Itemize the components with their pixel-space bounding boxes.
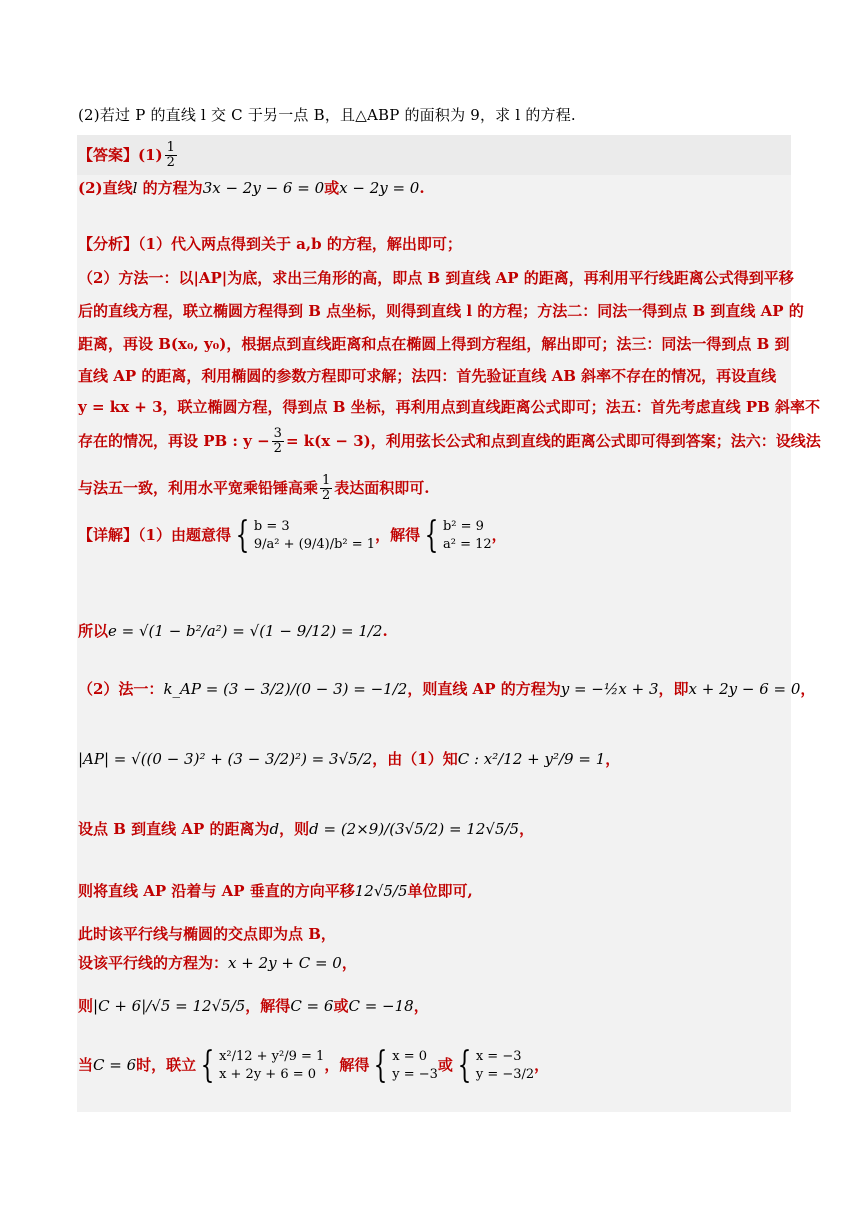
detail-last-or: 或: [437, 1056, 453, 1074]
detail-d-eq: d = (2×9)/(3√5/2) = 12√5/5: [309, 820, 520, 838]
frac-num: 3: [273, 426, 282, 441]
system-3-line-1: x²/12 + y²/9 = 1: [219, 1049, 325, 1065]
analysis-line-1: [78, 233, 462, 254]
question-part2: (2)若过 P 的直线 l 交 C 于另一点 B，且△ABP 的面积为 9，求 l 的方程.: [78, 106, 576, 124]
detail-text-1b: ，解得: [375, 526, 421, 544]
detail-last-c: C = 6: [93, 1056, 137, 1074]
detail-then-prefix: 则: [78, 997, 94, 1015]
analysis-text-7a: 存在的情况，再设 PB : y −: [78, 431, 270, 450]
frac-num: 1: [322, 473, 331, 488]
detail-last-end: ，: [534, 1056, 550, 1074]
analysis-line-4: 距离，再设 B(x₀, y₀)，根据点到直线距离和点在椭圆上得到方程组，解出即可；法三：同法一得到点 B 到: [78, 335, 790, 353]
brace-icon: {: [457, 1045, 472, 1086]
detail-ap-text: ，由（1）知: [372, 750, 458, 768]
analysis-line-8: [78, 474, 430, 504]
frac-den: 2: [166, 155, 175, 171]
analysis-fraction-3-2: [272, 427, 284, 457]
answer-or: 或: [324, 179, 340, 197]
analysis-label: 【分析】: [78, 235, 139, 253]
solution-2-y: y = −3/2: [475, 1067, 535, 1082]
detail-e-line: [78, 620, 388, 641]
solution-2: [476, 1048, 534, 1083]
answer-part2-mid: 的方程为: [137, 179, 203, 197]
answer-l: l: [132, 179, 138, 197]
brace-icon: {: [424, 515, 439, 556]
system-2-line-1: b² = 9: [442, 519, 484, 535]
detail-text-1c: ，: [491, 526, 507, 544]
detail-ellipse-eq: C : x²/12 + y²/9 = 1: [457, 750, 606, 768]
analysis-line-6: y = kx + 3，联立椭圆方程，得到点 B 坐标，再利用点到直线距离公式即可；法五：首先考虑直线 PB 斜率不: [78, 398, 821, 416]
detail-method1-line: [78, 678, 815, 699]
answer-line-1: [78, 141, 179, 171]
answer-part1-fraction: [165, 141, 177, 171]
answer-row-highlight: [77, 135, 791, 175]
detail-then-text: ，解得: [245, 997, 291, 1015]
detail-e-prefix: 所以: [78, 622, 109, 640]
detail-last-text: 时，联立: [136, 1056, 197, 1074]
detail-shift-text-2: 单位即可,: [407, 882, 473, 900]
detail-e-end: .: [382, 622, 388, 640]
analysis-text-7b: = k(x − 3)，利用弦长公式和点到直线的距离公式即可得到答案；法六：设线法: [285, 431, 821, 450]
detail-then-eq: |C + 6|/√5 = 12√5/5: [93, 997, 246, 1015]
detail-d-text: 设点 B 到直线 AP 的距离为: [78, 820, 270, 838]
detail-par-eq: x + 2y + C = 0: [228, 954, 342, 972]
brace-icon: {: [373, 1045, 388, 1086]
frac-num: 1: [166, 140, 175, 155]
analysis-fraction-1-2: [320, 474, 332, 504]
frac-den: 2: [273, 441, 282, 457]
detail-intersection-line: 此时该平行线与椭圆的交点即为点 B，: [78, 925, 336, 943]
detail-m1-eq: y = −½x + 3: [560, 680, 659, 698]
solution-1-x: x = 0: [392, 1049, 428, 1065]
detail-shift-line: [78, 880, 473, 901]
detail-shift-value: 12√5/5: [354, 882, 408, 900]
answer-label: 【答案】: [78, 145, 139, 164]
answer-line-2: [78, 177, 425, 198]
detail-par-text: 设该平行线的方程为：: [78, 954, 229, 972]
detail-then-c2: C = −18: [348, 997, 414, 1015]
detail-m1-text-2: ，即: [658, 680, 689, 698]
detail-then-or: 或: [333, 997, 349, 1015]
solution-2-x: x = −3: [475, 1049, 522, 1065]
answer-end: .: [419, 179, 425, 197]
brace-icon: {: [200, 1045, 215, 1086]
system-2: [443, 518, 492, 553]
system-3-line-2: x + 2y + 6 = 0: [219, 1067, 317, 1082]
system-3: [219, 1048, 324, 1083]
analysis-line-5: 直线 AP 的距离，利用椭圆的参数方程即可求解；法四：首先验证直线 AB 斜率不存在的情况，再设直线: [78, 367, 777, 385]
answer-part1-prefix: (1): [138, 145, 163, 164]
detail-ap-eq: |AP| = √((0 − 3)² + (3 − 3/2)²) = 3√5/2: [78, 750, 373, 768]
detail-then-c1: C = 6: [290, 997, 334, 1015]
detail-then-line: [78, 995, 429, 1016]
detail-m1-end: ，: [800, 680, 816, 698]
detail-shift-text: 则将直线 AP 沿着与 AP 垂直的方向平移: [78, 882, 355, 900]
analysis-text-1: （1）代入两点得到关于 a,b 的方程，解出即可；: [138, 235, 462, 253]
detail-d-var: d: [269, 820, 280, 838]
frac-den: 2: [322, 488, 331, 504]
answer-eq2: x − 2y = 0: [339, 179, 420, 197]
detail-d-text-2: ，则: [279, 820, 310, 838]
analysis-line-2: （2）方法一：以|AP|为底，求出三角形的高，即点 B 到直线 AP 的距离，再利用平行线距离公式得到平移: [78, 269, 794, 287]
detail-m1-eq2: x + 2y − 6 = 0: [688, 680, 801, 698]
detail-line-1: [78, 515, 507, 556]
system-1: [254, 518, 375, 553]
detail-ap-line: [78, 748, 620, 769]
solution-1-y: y = −3: [392, 1067, 438, 1082]
detail-m1-text: ，则直线 AP 的方程为: [407, 680, 561, 698]
detail-par-end: ，: [341, 954, 357, 972]
detail-ap-end: ，: [605, 750, 621, 768]
detail-m1-slope: k_AP = (3 − 3/2)/(0 − 3) = −1/2: [163, 680, 408, 698]
detail-last-text-2: ，解得: [324, 1056, 370, 1074]
detail-text-1a: （1）由题意得: [138, 526, 231, 544]
analysis-text-8a: 与法五一致，利用水平宽乘铅锤高乘: [78, 478, 319, 497]
answer-eq1: 3x − 2y − 6 = 0: [202, 179, 325, 197]
detail-e-eq: e = √(1 − b²/a²) = √(1 − 9/12) = 1/2: [108, 622, 383, 640]
brace-icon: {: [235, 515, 250, 556]
detail-last-line: [78, 1045, 550, 1086]
system-2-line-2: a² = 12: [442, 537, 492, 552]
detail-d-end: ，: [519, 820, 535, 838]
detail-parallel-line: [78, 952, 357, 973]
analysis-line-7: [78, 427, 821, 457]
detail-last-prefix: 当: [78, 1056, 94, 1074]
analysis-line-3: 后的直线方程，联立椭圆方程得到 B 点坐标，则得到直线 l 的方程；方法二：同法一得到点 B 到直线 AP 的: [78, 302, 804, 320]
system-1-line-2: 9/a² + (9/4)/b² = 1: [253, 537, 376, 552]
detail-m1-prefix: （2）法一：: [78, 680, 164, 698]
detail-then-end: ，: [413, 997, 429, 1015]
analysis-text-8b: 表达面积即可.: [334, 478, 430, 497]
detail-label: 【详解】: [78, 526, 139, 544]
system-1-line-1: b = 3: [253, 519, 290, 535]
answer-part2-prefix: (2)直线: [78, 179, 133, 197]
detail-distance-line: [78, 818, 534, 839]
solution-1: [392, 1048, 438, 1083]
